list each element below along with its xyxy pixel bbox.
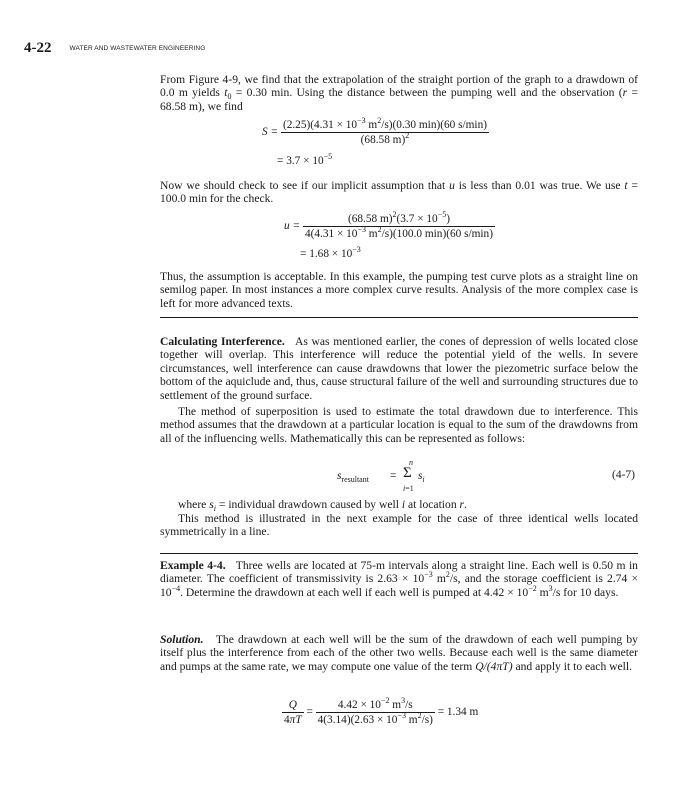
equation-storage-result: = $3.7 \times 10^{-5}$ xyxy=(277,152,333,167)
equation-storage-coefficient: S = $\frac{(2.25)(4.31 \times 10^{-3} m^2/s)(0.30 \min)(60 s/\min)}{(68.58 m)^2}$ xyxy=(262,116,487,146)
paragraph-assumption-acceptable: Thus, the assumption is acceptable. In this example, the pumping test curve plots as a straight line on semilog paper. In most instances a more complex curve results. Analysis of the more complex case is left for more advanced texts. xyxy=(160,270,638,310)
equation-u-result: = $1.68 \times 10^{-3}$ xyxy=(300,245,361,260)
paragraph-calculating-interference: Calculating Interference. As was mentioned earlier, the cones of depression of wells located close together will overlap. This interference will reduce the potential yield of the wells. In severe circumstances, well interference can cause drawdowns that lower the piezometric surface below the bottom of the aquiclude and, thus, cause structural failure of the well and surrounding structures due to settlement of the ground surface. xyxy=(160,335,638,402)
divider xyxy=(160,317,638,318)
fraction: $\frac{4.42 \times 10^{-2} m^3/s}{4(3.14)(2.63 \times 10^{-3} m^2/s)}$ xyxy=(317,696,433,726)
running-head: WATER AND WASTEWATER ENGINEERING xyxy=(69,45,206,52)
example-heading: Example 4-4. xyxy=(160,559,226,572)
solution-heading: Solution. xyxy=(160,633,204,646)
solution-paragraph: Solution. The drawdown at each well will be the sum of the drawdown of each well pumping by itself plus the interference from each of the other two wells. Because each well is the same diameter and pumps at the same rate, we may compute one value of the term Q/(4πT) and apply it to each well. xyxy=(160,633,638,673)
fraction: $\frac{(68.58 m)^2(3.7 \times 10^{-5})}{4(4.31 \times 10^{-3} m^2/s)(100.0 \min)(60 s/\min)}$ xyxy=(304,210,493,240)
paragraph-check-assumption: Now we should check to see if our implicit assumption that u is less than 0.01 was true. We use t = 100.0 min for the check. xyxy=(160,179,638,206)
fraction: $\frac{(2.25)(4.31 \times 10^{-3} m^2/s)(0.30 \min)(60 s/\min)}{(68.58 m)^2}$ xyxy=(282,116,487,146)
page-header xyxy=(24,39,205,57)
example-4-4: Example 4-4. Three wells are located at 75-m intervals along a straight line. Each well is 0.50 m in diameter. The coefficient of transmissivity is $2.63 \times 10^{-3}$ $m^2/s$, and the storage coefficient is $2.74 \times 10^{-4}$. Determine the drawdown at each well if each well is pumped at $4.42 \times 10^{-2}$ $m^3/s$ for 10 days. xyxy=(160,559,638,599)
page-number: 4-22 xyxy=(24,40,52,56)
paragraph-where: where $s_i$ = individual drawdown caused by well i at location r. xyxy=(178,498,467,513)
equation-q-over-4pit: $\frac{Q}{4\pi T}$ = $\frac{4.42 \times 10^{-2} m^3/s}{4(3.14)(2.63 \times 10^{-3} m^2/s)}$ = 1.34 m xyxy=(284,696,479,726)
section-heading: Calculating Interference. xyxy=(160,335,285,348)
paragraph-extrapolation: From Figure 4-9, we find that the extrapolation of the straight portion of the graph to a drawdown of 0.0 m yields $t_0 = 0.30$ min. Using the distance between the pumping well and the observation (r = 68.58 m), we find xyxy=(160,73,638,113)
fraction: $\frac{Q}{4\pi T}$ xyxy=(284,699,302,726)
paragraph-superposition: The method of superposition is used to estimate the total drawdown due to interference. This method assumes that the drawdown at a particular location is equal to the sum of the drawdowns from all of the influencing wells. Mathematically this can be represented as follows: xyxy=(160,405,638,445)
equation-number: (4-7) xyxy=(612,469,635,481)
divider xyxy=(160,553,638,554)
equation-u: u = $\frac{(68.58 m)^2(3.7 \times 10^{-5})}{4(4.31 \times 10^{-3} m^2/s)(100.0 \min)(60 s/\min)}$ xyxy=(284,210,493,240)
paragraph-illustrated: This method is illustrated in the next example for the case of three identical wells located symmetrically in a line. xyxy=(160,512,638,539)
